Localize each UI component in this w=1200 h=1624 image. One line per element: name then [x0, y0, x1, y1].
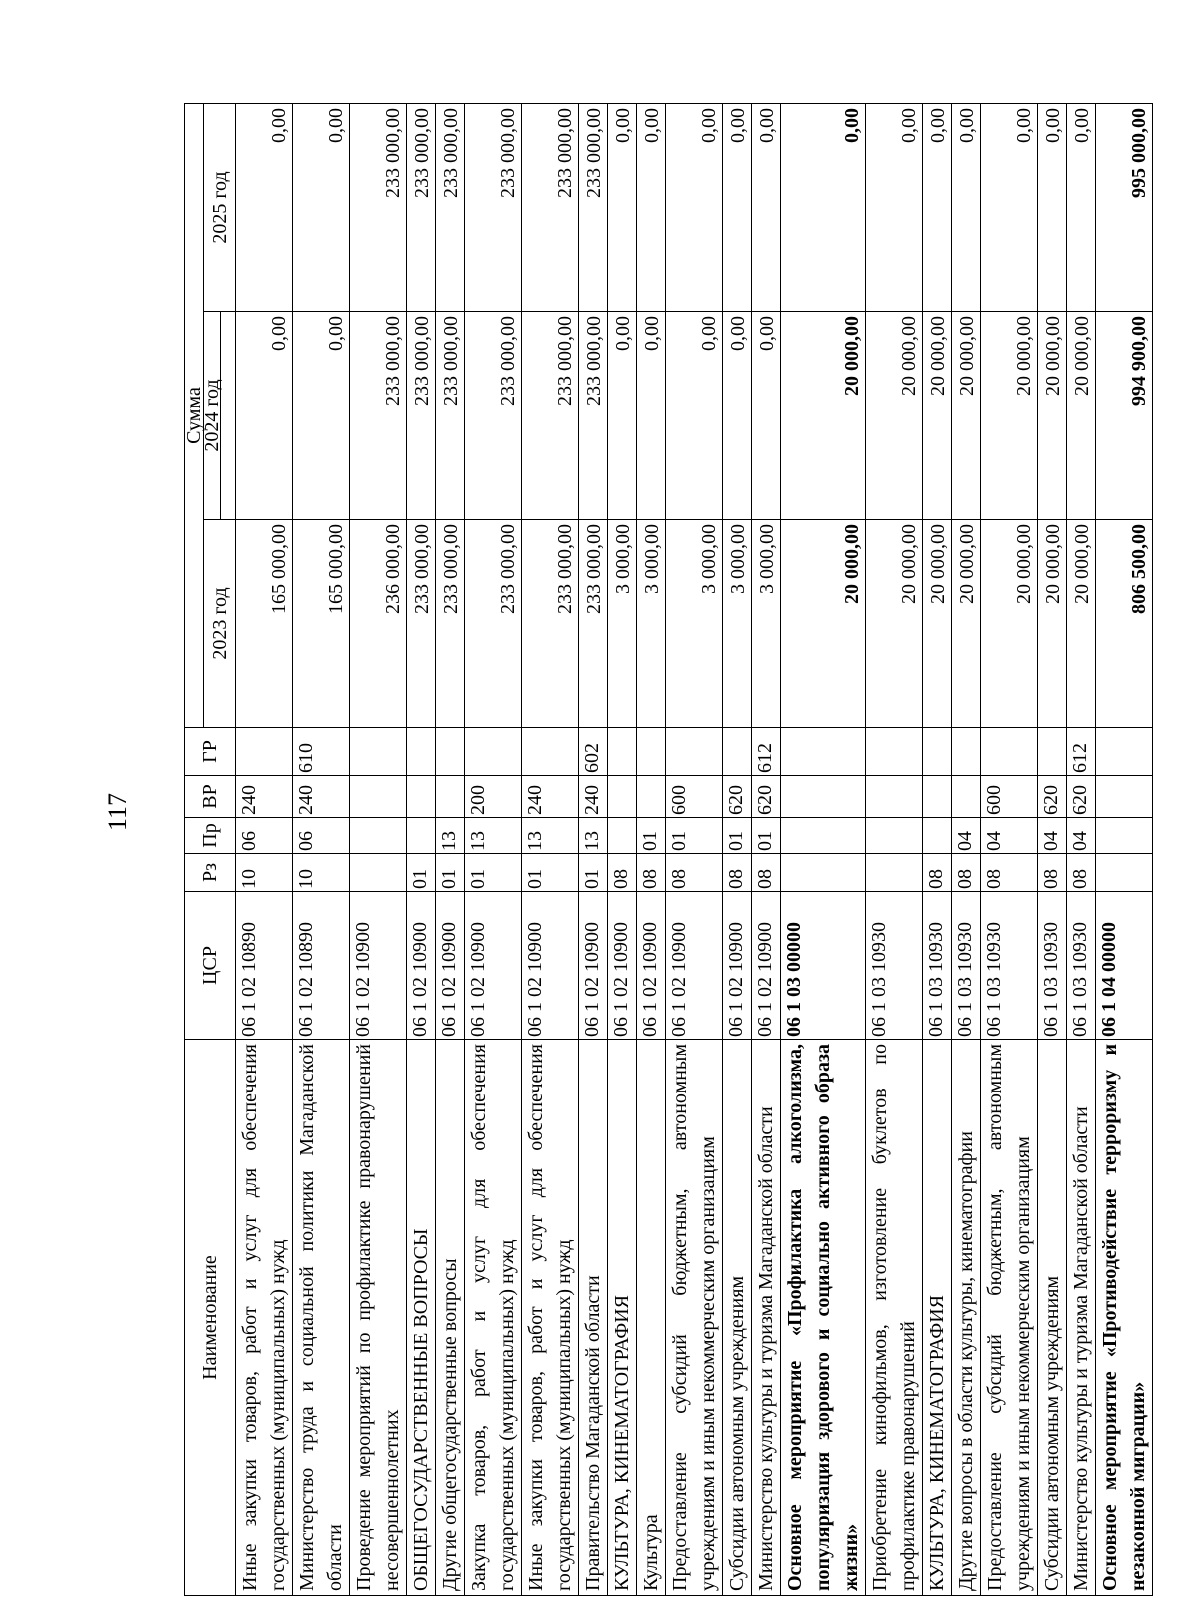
- row-pr: [407, 818, 436, 854]
- header-name: Наименование: [185, 1040, 236, 1596]
- row-rz: 08: [608, 854, 637, 892]
- row-2023: 20 000,00: [981, 520, 1038, 728]
- row-rz: [866, 854, 923, 892]
- table-row: [236, 103, 293, 1595]
- row-csr: 06 1 02 10900: [666, 892, 723, 1040]
- row-2024: 0,00: [236, 312, 293, 520]
- header-csr: ЦСР: [185, 892, 236, 1040]
- row-pr: 01: [637, 818, 666, 854]
- row-2023: 3 000,00: [666, 520, 723, 728]
- table-row: [1038, 103, 1067, 1595]
- row-2023: 20 000,00: [1038, 520, 1067, 728]
- row-rz: 01: [522, 854, 579, 892]
- row-name: Предоставление субсидий бюджетным, автономным учреждениям и иным некоммерческим организациям: [981, 1040, 1038, 1596]
- row-csr: 06 1 03 10930: [1067, 892, 1096, 1040]
- row-rz: 01: [579, 854, 608, 892]
- table-row: [952, 103, 981, 1595]
- row-2025: 0,00: [866, 103, 923, 311]
- row-2023: 20 000,00: [866, 520, 923, 728]
- row-vr: [436, 776, 465, 818]
- row-2025: 233 000,00: [579, 103, 608, 311]
- table-row: [981, 103, 1038, 1595]
- row-pr: 06: [293, 818, 350, 854]
- row-pr: 04: [1038, 818, 1067, 854]
- row-pr: 01: [723, 818, 752, 854]
- table-row: [752, 103, 781, 1595]
- row-2025: 0,00: [923, 103, 952, 311]
- row-2023: 165 000,00: [293, 520, 350, 728]
- table-body: [236, 103, 1153, 1595]
- row-gr: 612: [1067, 728, 1096, 776]
- row-2025: 233 000,00: [436, 103, 465, 311]
- row-pr: [608, 818, 637, 854]
- row-gr: [952, 728, 981, 776]
- row-vr: 240: [293, 776, 350, 818]
- row-2025: 0,00: [1038, 103, 1067, 311]
- row-2024: 20 000,00: [1038, 312, 1067, 520]
- table-row: [608, 103, 637, 1595]
- row-gr: 612: [752, 728, 781, 776]
- row-rz: 08: [637, 854, 666, 892]
- row-2023: 3 000,00: [723, 520, 752, 728]
- row-gr: [1096, 728, 1153, 776]
- row-gr: [465, 728, 522, 776]
- table-row: [637, 103, 666, 1595]
- row-pr: [866, 818, 923, 854]
- row-gr: [350, 728, 407, 776]
- row-vr: [923, 776, 952, 818]
- row-2023: 3 000,00: [752, 520, 781, 728]
- row-2025: 0,00: [1067, 103, 1096, 311]
- row-2025: 233 000,00: [522, 103, 579, 311]
- header-2023: 2023 год: [204, 520, 236, 728]
- row-csr: 06 1 02 10900: [608, 892, 637, 1040]
- row-name: Проведение мероприятий по профилактике правонарушений несовершеннолетних: [350, 1040, 407, 1596]
- row-gr: [866, 728, 923, 776]
- row-2024: 0,00: [723, 312, 752, 520]
- row-csr: 06 1 03 10930: [981, 892, 1038, 1040]
- row-pr: 04: [981, 818, 1038, 854]
- table-row: [666, 103, 723, 1595]
- row-2023: 3 000,00: [637, 520, 666, 728]
- header-sum: Сумма: [185, 103, 204, 727]
- row-name: Другие общегосударственные вопросы: [436, 1040, 465, 1596]
- row-name: Министерство культуры и туризма Магаданской области: [752, 1040, 781, 1596]
- row-vr: 200: [465, 776, 522, 818]
- row-2023: 3 000,00: [608, 520, 637, 728]
- row-pr: 13: [465, 818, 522, 854]
- row-rz: 10: [236, 854, 293, 892]
- row-name: ОБЩЕГОСУДАРСТВЕННЫЕ ВОПРОСЫ: [407, 1040, 436, 1596]
- row-csr: 06 1 02 10900: [407, 892, 436, 1040]
- row-csr: 06 1 02 10890: [293, 892, 350, 1040]
- table-row: [465, 103, 522, 1595]
- row-csr: 06 1 02 10900: [436, 892, 465, 1040]
- row-name: Иные закупки товаров, работ и услуг для обеспечения государственных (муниципальных) нужд: [522, 1040, 579, 1596]
- row-csr: 06 1 03 10930: [866, 892, 923, 1040]
- row-2025: 233 000,00: [350, 103, 407, 311]
- row-name: Министерство культуры и туризма Магаданской области: [1067, 1040, 1096, 1596]
- table-row: [293, 103, 350, 1595]
- budget-table: [184, 103, 1153, 1596]
- row-vr: [608, 776, 637, 818]
- row-name: Основное мероприятие «Профилактика алкоголизма, популяризация здорового и социально активного образа жизни»: [781, 1040, 866, 1596]
- row-pr: 01: [666, 818, 723, 854]
- row-gr: [522, 728, 579, 776]
- row-rz: [781, 854, 866, 892]
- row-pr: 06: [236, 818, 293, 854]
- row-pr: [1096, 818, 1153, 854]
- row-rz: 01: [436, 854, 465, 892]
- row-vr: 620: [1067, 776, 1096, 818]
- row-gr: 610: [293, 728, 350, 776]
- row-2024: 233 000,00: [579, 312, 608, 520]
- row-rz: 08: [923, 854, 952, 892]
- row-rz: 08: [723, 854, 752, 892]
- row-pr: [781, 818, 866, 854]
- row-2023: 806 500,00: [1096, 520, 1153, 728]
- row-gr: [981, 728, 1038, 776]
- row-2024: 233 000,00: [350, 312, 407, 520]
- row-2023: 20 000,00: [781, 520, 866, 728]
- table-row: [436, 103, 465, 1595]
- row-csr: 06 1 03 10930: [952, 892, 981, 1040]
- row-2025: 0,00: [637, 103, 666, 311]
- header-pr: Пр: [185, 818, 236, 854]
- table-row: [1067, 103, 1096, 1595]
- row-name: КУЛЬТУРА, КИНЕМАТОГРАФИЯ: [608, 1040, 637, 1596]
- row-csr: 06 1 03 10930: [923, 892, 952, 1040]
- row-name: Закупка товаров, работ и услуг для обеспечения государственных (муниципальных) нужд: [465, 1040, 522, 1596]
- row-name: Субсидии автономным учреждениям: [723, 1040, 752, 1596]
- row-pr: 13: [436, 818, 465, 854]
- table-row: [866, 103, 923, 1595]
- row-2024: 20 000,00: [1067, 312, 1096, 520]
- row-pr: 04: [952, 818, 981, 854]
- row-2025: 0,00: [236, 103, 293, 311]
- row-2024: 0,00: [752, 312, 781, 520]
- row-rz: [1096, 854, 1153, 892]
- row-vr: [952, 776, 981, 818]
- row-2024: 20 000,00: [781, 312, 866, 520]
- row-gr: [923, 728, 952, 776]
- row-2024: 233 000,00: [522, 312, 579, 520]
- row-gr: [436, 728, 465, 776]
- table-row: [723, 103, 752, 1595]
- row-2024: 994 900,00: [1096, 312, 1153, 520]
- row-vr: [350, 776, 407, 818]
- row-2023: 233 000,00: [436, 520, 465, 728]
- row-gr: [723, 728, 752, 776]
- header-2024: 2024 год: [204, 312, 221, 520]
- row-2024: 20 000,00: [981, 312, 1038, 520]
- row-pr: [923, 818, 952, 854]
- row-2025: 0,00: [952, 103, 981, 311]
- row-name: Другие вопросы в области культуры, кинематографии: [952, 1040, 981, 1596]
- row-rz: 08: [666, 854, 723, 892]
- row-rz: 08: [1067, 854, 1096, 892]
- row-vr: 240: [522, 776, 579, 818]
- row-vr: [407, 776, 436, 818]
- row-2023: 233 000,00: [579, 520, 608, 728]
- row-2024: 233 000,00: [436, 312, 465, 520]
- row-rz: 08: [1038, 854, 1067, 892]
- row-pr: [350, 818, 407, 854]
- row-name: Субсидии автономным учреждениям: [1038, 1040, 1067, 1596]
- row-csr: 06 1 03 10930: [1038, 892, 1067, 1040]
- row-csr: 06 1 02 10890: [236, 892, 293, 1040]
- row-vr: 240: [236, 776, 293, 818]
- row-vr: 620: [723, 776, 752, 818]
- table-row: [1096, 103, 1153, 1595]
- row-name: Министерство труда и социальной политики Магаданской области: [293, 1040, 350, 1596]
- row-csr: 06 1 02 10900: [465, 892, 522, 1040]
- row-2024: 233 000,00: [465, 312, 522, 520]
- row-csr: 06 1 03 00000: [781, 892, 866, 1040]
- row-name: Основное мероприятие «Противодействие терроризму и незаконной миграции»: [1096, 1040, 1153, 1596]
- header-gr: ГР: [185, 728, 236, 776]
- row-2024: 20 000,00: [952, 312, 981, 520]
- row-csr: 06 1 02 10900: [637, 892, 666, 1040]
- row-2025: 0,00: [752, 103, 781, 311]
- row-2025: 0,00: [981, 103, 1038, 311]
- row-rz: 01: [465, 854, 522, 892]
- row-2024: 0,00: [666, 312, 723, 520]
- row-2024: 20 000,00: [923, 312, 952, 520]
- row-2023: 236 000,00: [350, 520, 407, 728]
- row-2023: 233 000,00: [522, 520, 579, 728]
- row-2023: 20 000,00: [923, 520, 952, 728]
- table-row: [350, 103, 407, 1595]
- row-name: КУЛЬТУРА, КИНЕМАТОГРАФИЯ: [923, 1040, 952, 1596]
- row-2025: 233 000,00: [465, 103, 522, 311]
- row-vr: 240: [579, 776, 608, 818]
- table-row: [522, 103, 579, 1595]
- row-2024: 20 000,00: [866, 312, 923, 520]
- row-2024: 0,00: [637, 312, 666, 520]
- row-csr: 06 1 02 10900: [723, 892, 752, 1040]
- row-gr: [637, 728, 666, 776]
- page-number: 117: [103, 792, 132, 832]
- table-row: [407, 103, 436, 1595]
- row-2024: 233 000,00: [407, 312, 436, 520]
- row-2025: 233 000,00: [407, 103, 436, 311]
- row-vr: 620: [1038, 776, 1067, 818]
- row-vr: [637, 776, 666, 818]
- row-name: Правительство Магаданской области: [579, 1040, 608, 1596]
- row-pr: 04: [1067, 818, 1096, 854]
- table-row: [579, 103, 608, 1595]
- row-csr: 06 1 02 10900: [579, 892, 608, 1040]
- row-gr: [608, 728, 637, 776]
- row-name: Культура: [637, 1040, 666, 1596]
- row-gr: [666, 728, 723, 776]
- row-vr: 600: [981, 776, 1038, 818]
- row-rz: [350, 854, 407, 892]
- row-gr: [407, 728, 436, 776]
- header-rz: Рз: [185, 854, 236, 892]
- row-2023: 20 000,00: [1067, 520, 1096, 728]
- row-csr: 06 1 02 10900: [350, 892, 407, 1040]
- row-2025: 995 000,00: [1096, 103, 1153, 311]
- row-rz: 08: [981, 854, 1038, 892]
- row-csr: 06 1 02 10900: [752, 892, 781, 1040]
- row-vr: 600: [666, 776, 723, 818]
- row-2025: 0,00: [723, 103, 752, 311]
- row-gr: [236, 728, 293, 776]
- row-gr: [781, 728, 866, 776]
- row-rz: 10: [293, 854, 350, 892]
- row-2024: 0,00: [608, 312, 637, 520]
- row-2025: 0,00: [293, 103, 350, 311]
- header-vr: ВР: [185, 776, 236, 818]
- row-vr: [1096, 776, 1153, 818]
- row-2024: 0,00: [293, 312, 350, 520]
- row-vr: 620: [752, 776, 781, 818]
- row-name: Иные закупки товаров, работ и услуг для обеспечения государственных (муниципальных) нужд: [236, 1040, 293, 1596]
- row-pr: 01: [752, 818, 781, 854]
- row-2023: 165 000,00: [236, 520, 293, 728]
- row-csr: 06 1 02 10900: [522, 892, 579, 1040]
- row-rz: 08: [752, 854, 781, 892]
- rotated-page-content: [183, 104, 1150, 1596]
- row-2025: 0,00: [666, 103, 723, 311]
- row-gr: 602: [579, 728, 608, 776]
- table-row: [923, 103, 952, 1595]
- row-vr: [866, 776, 923, 818]
- row-2025: 0,00: [781, 103, 866, 311]
- row-2023: 233 000,00: [465, 520, 522, 728]
- row-gr: [1038, 728, 1067, 776]
- table-row: [781, 103, 866, 1595]
- row-pr: 13: [579, 818, 608, 854]
- row-pr: 13: [522, 818, 579, 854]
- header-2025: 2025 год: [204, 103, 236, 311]
- row-2023: 20 000,00: [952, 520, 981, 728]
- row-name: Приобретение кинофильмов, изготовление буклетов по профилактике правонарушений: [866, 1040, 923, 1596]
- row-2025: 0,00: [608, 103, 637, 311]
- row-2023: 233 000,00: [407, 520, 436, 728]
- row-name: Предоставление субсидий бюджетным, автономным учреждениям и иным некоммерческим организациям: [666, 1040, 723, 1596]
- row-vr: [781, 776, 866, 818]
- row-csr: 06 1 04 00000: [1096, 892, 1153, 1040]
- row-rz: 01: [407, 854, 436, 892]
- row-rz: 08: [952, 854, 981, 892]
